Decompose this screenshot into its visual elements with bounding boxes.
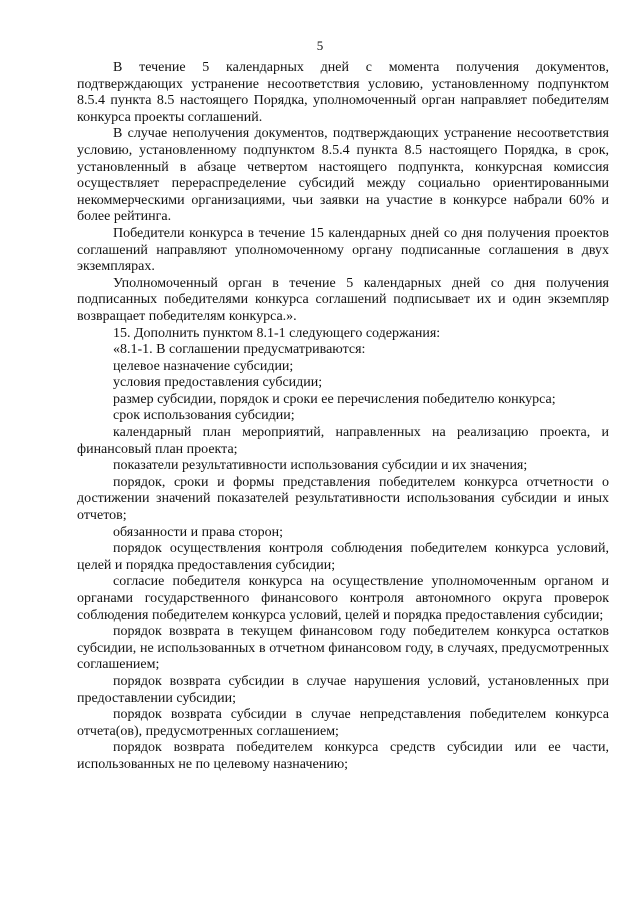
- list-item: показатели результативности использования субсидии и их значения;: [113, 458, 528, 474]
- list-item: порядок возврата субсидии в случае нарушения условий, установленных при предоставлении субсидии;: [77, 673, 609, 706]
- section-heading: 15. Дополнить пунктом 8.1-1 следующего содержания:: [113, 325, 441, 341]
- paragraph: В случае неполучения документов, подтверждающих устранение несоответствия условию, установленному подпунктом 8.5.4 пункта 8.5 настоящего Порядка, в срок, установленный в абзаце четвертом настоящего подпункта, конкурсная комиссия осуществляет перераспределение субсидий между социально ориентированными некоммерческими организациями, чьи заявки на участие в конкурсе набрали 60% и более рейтинга.: [77, 126, 609, 225]
- list-item: порядок возврата в текущем финансовом году победителем конкурса остатков субсидии, не использованных в отчетном финансовом году, в случаях, предусмотренных соглашением;: [77, 624, 609, 673]
- list-item: срок использования субсидии;: [113, 408, 295, 424]
- list-item: целевое назначение субсидии;: [113, 358, 294, 374]
- list-item: размер субсидии, порядок и сроки ее перечисления победителю конкурса;: [113, 391, 556, 407]
- list-item: согласие победителя конкурса на осуществление уполномоченным органом и органами государственного финансового контроля автономного округа проверок соблюдения победителем конкурса условий, целей и порядка предоставления субсидии;: [77, 574, 609, 623]
- paragraph: Уполномоченный орган в течение 5 календарных дней со дня получения подписанных победителями конкурса соглашений подписывает их и один экземпляр возвращает победителям конкурса.».: [77, 275, 609, 324]
- clause-intro: «8.1-1. В соглашении предусматриваются:: [113, 342, 366, 358]
- list-item: порядок, сроки и формы представления победителем конкурса отчетности о достижении значений показателей результативности использования субсидии и иных отчетов;: [77, 474, 609, 524]
- list-item: условия предоставления субсидии;: [113, 375, 323, 391]
- list-item: календарный план мероприятий, направленных на реализацию проекта, и финансовый план проекта;: [77, 425, 609, 457]
- document-body: [77, 60, 609, 774]
- paragraph: В течение 5 календарных дней с момента получения документов, подтверждающих устранение несоответствия условию, установленному подпунктом 8.5.4 пункта 8.5 настоящего Порядка, уполномоченный орган направляет победителям конкурса проекты соглашений.: [77, 60, 609, 125]
- list-item: обязанности и права сторон;: [113, 524, 283, 540]
- list-item: порядок возврата субсидии в случае непредставления победителем конкурса отчета(ов), предусмотренных соглашением;: [77, 707, 609, 739]
- page-number: 5: [316, 38, 324, 53]
- paragraph: Победители конкурса в течение 15 календарных дней со дня получения проектов соглашений направляют уполномоченному органу подписанные соглашения в двух экземплярах.: [77, 225, 609, 275]
- list-item: порядок возврата победителем конкурса средств субсидии или ее части, использованных не по целевому назначению;: [77, 740, 609, 772]
- list-item: порядок осуществления контроля соблюдения победителем конкурса условий, целей и порядка предоставления субсидии;: [77, 541, 609, 573]
